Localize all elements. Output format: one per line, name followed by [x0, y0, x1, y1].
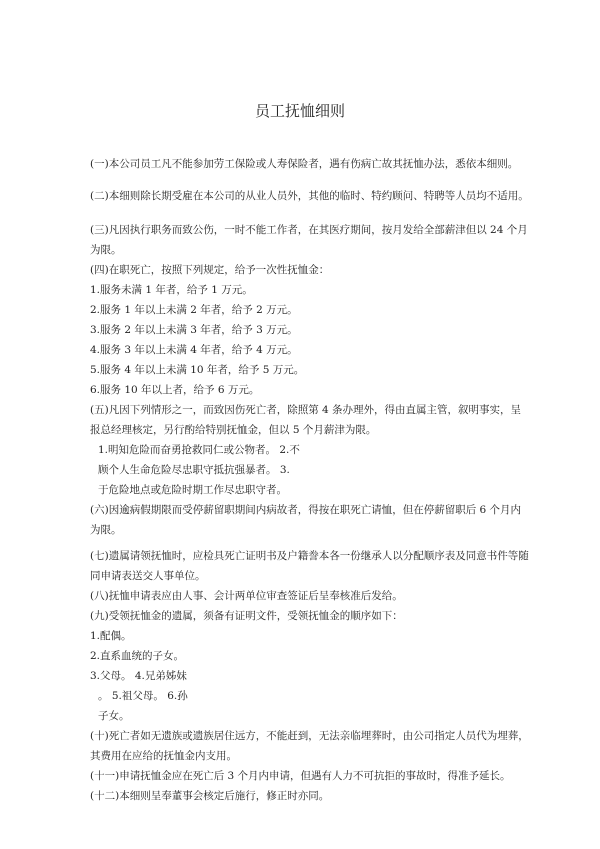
document-body: [90, 154, 530, 806]
clause-10: (十)死亡者如无遗族或遗族居住远方，不能赶到，无法亲临埋葬时，由公司指定人员代为埋葬，其费用在应给的抚恤金内支用。: [90, 730, 529, 762]
clause-4: (四)在职死亡，按照下列规定，给予一次性抚恤金：: [90, 264, 330, 276]
list-item: 6.服务 10 年以上者，给予 6 万元。: [90, 384, 260, 396]
list-item: 1.明知危险而奋勇抢救同仁或公物者。 2.不: [98, 444, 300, 456]
list-item: 5.服务 4 年以上未满 10 年者，给予 5 万元。: [90, 364, 305, 376]
clause-6: (六)因逾病假期限而受停薪留职期间内病故者，得按在职死亡请恤，但在停薪留职后 6 个月内为限。: [90, 504, 522, 536]
list-item: 子女。: [98, 710, 130, 722]
document-title: 员工抚恤细则: [254, 102, 345, 120]
clause-2: (二)本细则除长期受雇在本公司的从业人员外，其他的临时、特约顾问、特聘等人员均不适用。: [90, 190, 529, 202]
list-item: 1.服务未满 1 年者，给予 1 万元。: [90, 284, 253, 296]
clause-12: (十二)本细则呈奉董事会核定后施行，修正时亦同。: [90, 790, 330, 802]
list-item: 。 5.祖父母。 6.孙: [98, 690, 188, 702]
list-item: 于危险地点或危险时期工作尽忠职守者。: [98, 484, 287, 496]
clause-8: (八)抚恤申请表应由人事、会计两单位审查签证后呈奉核准后发给。: [90, 590, 403, 602]
clause-9: (九)受领抚恤金的遗属，须备有证明文件，受领抚恤金的顺序如下：: [90, 610, 403, 622]
list-item: 3.父母。 4.兄弟姊妹: [90, 670, 187, 682]
list-item: 4.服务 3 年以上未满 4 年者，给予 4 万元。: [90, 344, 298, 356]
list-item: 2.直系血统的子女。: [90, 650, 185, 662]
clause-11: (十一)申请抚恤金应在死亡后 3 个月内申请，但遇有人力不可抗拒的事故时，得准予延长。: [90, 770, 511, 782]
list-item: 顾个人生命危险尽忠职守抵抗强暴者。 3.: [98, 464, 290, 476]
clause-1: (一)本公司员工凡不能参加劳工保险或人寿保险者，遇有伤病亡故其抚恤办法，悉依本细则。: [90, 158, 519, 170]
list-item: 1.配偶。: [90, 630, 132, 642]
clause-5: (五)凡因下列情形之一，而致因伤死亡者，除照第 4 条办理外，得由直属主管，叙明事实，呈报总经理核定，另行酌给特别抚恤金，但以 5 个月薪津为限。: [90, 404, 522, 436]
list-item: 3.服务 2 年以上未满 3 年者，给予 3 万元。: [90, 324, 298, 336]
list-item: 2.服务 1 年以上未满 2 年者，给予 2 万元。: [90, 304, 298, 316]
clause-3: (三)凡因执行职务而致公伤，一时不能工作者，在其医疗期间，按月发给全部薪津但以 24 个月为限。: [90, 224, 528, 256]
clause-7: (七)遗属请领抚恤时，应检具死亡证明书及户籍誊本各一份继承人以分配顺序表及同意书件等随同申请表送交人事单位。: [90, 550, 529, 582]
